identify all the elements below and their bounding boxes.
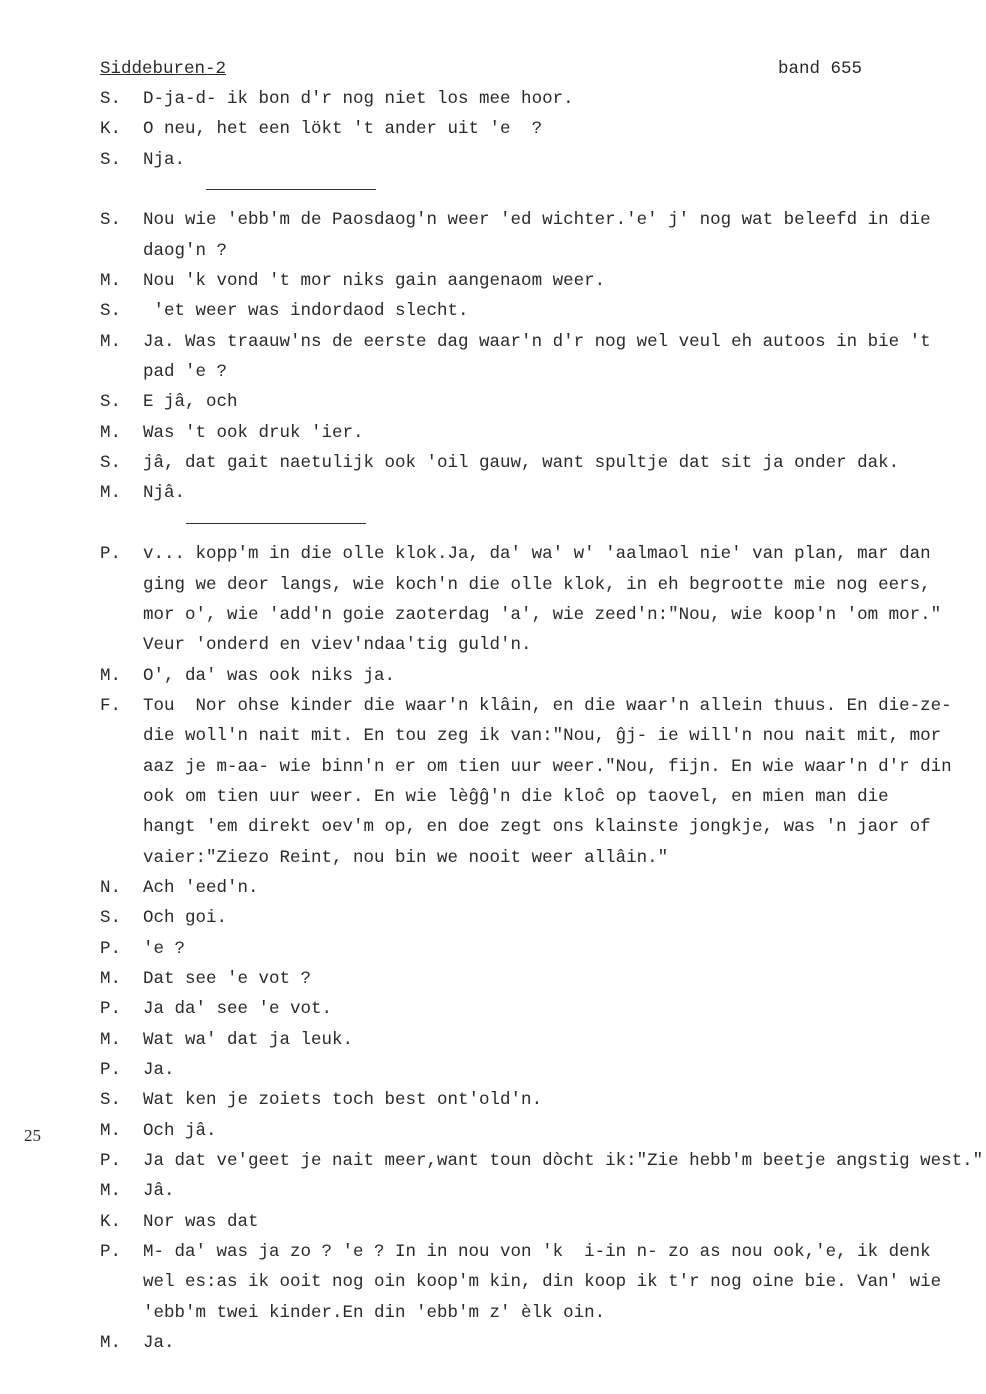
speaker-label: S. [100,89,122,109]
transcript-line [100,1025,980,1055]
transcript-continuation-line [100,721,980,751]
tape-band-number: band 655 [778,59,863,79]
speaker-label: M. [100,422,122,443]
document-title: Siddeburen-2 [100,59,227,79]
transcript-line [100,1237,980,1267]
transcript-line [100,114,980,144]
utterance-text: hangt 'em direkt oev'm op, en doe zegt ons klainste jongkje, was 'n jaor of [143,817,931,838]
utterance-text: 'ebb'm twei kinder.En din 'ebb'm z' èlk oin. [143,1302,606,1323]
transcript-continuation-line [100,752,980,782]
speaker-label: F. [100,695,122,716]
transcript-continuation-line [100,1267,980,1297]
speaker-label: N. [100,877,122,898]
utterance-text: M- da' was ja zo ? 'e ? In in nou von 'k i-in n- zo as nou ook,'e, ik denk [143,1242,931,1263]
transcript-continuation-line [100,1298,980,1328]
speaker-label: M. [100,665,122,686]
utterance-text: Nou wie 'ebb'm de Paosdaog'n weer 'ed wichter.'e' j' nog wat beleefd in die [143,210,931,231]
margin-line-number: 25 [24,1126,41,1145]
transcript-line [100,1055,980,1085]
utterance-text: wel es:as ik ooit nog oin koop'm kin, din koop ik t'r nog oine bie. Van' wie [143,1272,942,1293]
utterance-text: 'et weer was indordaod slecht. [143,301,469,322]
speaker-label: M. [100,1120,122,1141]
utterance-text: Ja. [143,1060,175,1080]
transcript-line [100,1207,980,1237]
transcript-line [100,448,980,478]
speaker-label: M. [100,1181,122,1202]
utterance-text: Jâ. [143,1181,175,1202]
transcript-continuation-line [100,812,980,842]
utterance-text: daog'n ? [143,240,228,261]
speaker-label: P. [100,999,122,1020]
utterance-text: Ja. [143,1333,175,1354]
utterance-text: v... kopp'm in die olle klok.Ja, da' wa' w' 'aalmaol nie' van plan, mar dan [143,544,931,565]
transcript-continuation-line [100,236,980,266]
utterance-text: Veur 'onderd en viev'ndaa'tig guld'n. [143,635,532,656]
speaker-label: K. [100,1211,122,1232]
transcript-line [100,934,980,964]
utterance-text: Was 't ook druk 'ier. [143,422,364,443]
speaker-label: S. [100,149,122,170]
speaker-label: P. [100,938,122,959]
transcript-line [100,661,980,691]
section-divider [100,509,980,539]
utterance-text: Nou 'k vond 't mor niks gain aangenaom weer. [143,271,606,292]
transcript-continuation-line [100,600,980,630]
speaker-label: P. [100,544,122,565]
transcript-line [100,478,980,508]
transcript-continuation-line [100,630,980,660]
speaker-label: S. [100,301,122,322]
utterance-text: aaz je m-aa- wie binn'n er om tien uur weer."Nou, fijn. En wie waar'n d'r din [143,756,952,777]
utterance-text: Ja dat ve'geet je nait meer,want toun dòcht ik:"Zie hebb'm beetje angstig west." [143,1151,984,1172]
transcript-line [100,964,980,994]
speaker-label: M. [100,331,122,352]
speaker-label: K. [100,119,122,140]
utterance-text: Wat wa' dat ja leuk. [143,1029,354,1050]
speaker-label: M. [100,271,122,292]
utterance-text: O neu, het een lökt 't ander uit 'e ? [143,119,543,140]
transcript-line [100,1146,984,1176]
speaker-label: M. [100,1029,122,1050]
transcript-line [100,691,980,721]
transcript-line [100,994,980,1024]
speaker-label: P. [100,1242,122,1263]
utterance-text: mor o', wie 'add'n goie zaoterdag 'a', wie zeed'n:"Nou, wie koop'n 'om mor." [143,604,942,625]
speaker-label: P. [100,1060,122,1080]
utterance-text: O', da' was ook niks ja. [143,665,396,686]
transcript-line [100,1328,980,1358]
speaker-label: S. [100,210,122,231]
utterance-text: Ja. Was traauw'ns de eerste dag waar'n d'r nog wel veul eh autoos in bie 't [143,331,931,352]
transcript-continuation-line [100,357,980,387]
utterance-text: Ach 'eed'n. [143,877,259,898]
transcript-line [100,903,980,933]
speaker-label: S. [100,453,122,474]
transcript-line [100,84,980,114]
utterance-text: Tou Nor ohse kinder die waar'n klâin, en die waar'n allein thuus. En die-ze- [143,695,952,716]
utterance-text: D-ja-d- ik bon d'r nog niet los mee hoor. [143,89,574,109]
utterance-text: Ja da' see 'e vot. [143,999,333,1020]
divider-line [206,189,376,190]
transcript [100,84,984,1358]
transcript-line [100,296,980,326]
utterance-text: Dat see 'e vot ? [143,968,312,989]
utterance-text: Wat ken je zoiets toch best ont'old'n. [143,1090,543,1111]
transcript-line [100,1085,980,1115]
utterance-text: Njâ. [143,483,186,504]
utterance-text: jâ, dat gait naetulijk ook 'oil gauw, want spultje dat sit ja onder dak. [143,453,900,474]
speaker-label: M. [100,1333,122,1354]
utterance-text: ging we deor langs, wie koch'n die olle klok, in eh begrootte mie nog eers, [143,574,931,595]
transcript-line [100,1116,980,1146]
transcript-line [100,873,980,903]
transcript-line [100,539,980,569]
utterance-text: Nja. [143,149,186,170]
transcript-line [100,205,980,235]
speaker-label: M. [100,483,122,504]
transcript-line [100,266,980,296]
transcript-line [100,1176,980,1206]
utterance-text: die woll'n nait mit. En tou zeg ik van:"Nou, ĝj- ie will'n nou nait mit, mor [143,726,942,747]
speaker-label: S. [100,392,122,413]
transcript-line [100,327,980,357]
speaker-label: S. [100,1090,122,1111]
transcript-continuation-line [100,782,980,812]
transcript-continuation-line [100,570,980,600]
utterance-text: Och goi. [143,908,228,929]
speaker-label: S. [100,908,122,929]
utterance-text: vaier:"Ziezo Reint, nou bin we nooit weer allâin." [143,847,669,868]
utterance-text: E jâ, och [143,392,238,413]
speaker-label: M. [100,968,122,989]
transcript-line [100,418,980,448]
divider-line [186,523,366,524]
transcript-line [100,387,980,417]
speaker-label: P. [100,1151,122,1172]
utterance-text: ook om tien uur weer. En wie lèĝĝ'n die kloĉ op taovel, en mien man die [143,786,889,807]
transcript-continuation-line [100,843,980,873]
section-divider [100,175,980,205]
utterance-text: 'e ? [143,938,186,959]
utterance-text: Och jâ. [143,1120,217,1141]
utterance-text: Nor was dat [143,1211,259,1232]
transcript-line [100,145,980,175]
utterance-text: pad 'e ? [143,362,228,383]
